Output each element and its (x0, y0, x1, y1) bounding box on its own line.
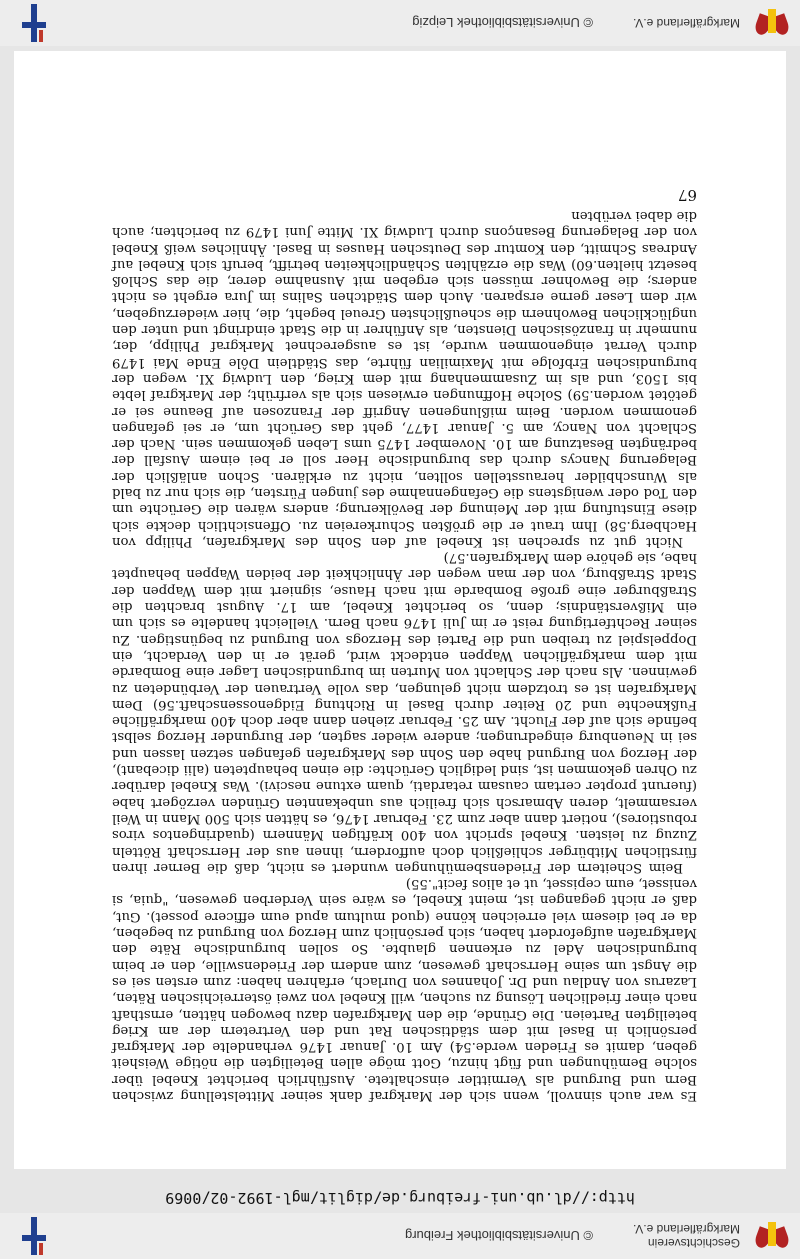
society-name-line2: Markgräflerland e.V. (633, 1222, 740, 1236)
paragraph: Es war auch sinnvoll, wenn sich der Markgraf dank seiner Mittelstellung zwischen Bern und Burgund als Vermittler einschaltete. Ausführlich berichtet Knebel über solche Bemühungen und fügt hinzu, Gott möge allen Beteiligten die nötige Weisheit geben, damit es Frieden werde.54) Am 10. Januar 1476 verhandelte der Markgraf persönlich in Basel mit dem städtischen Rat und den Vertretern der am Krieg beteiligten Parteien. Die Gründe, die den Markgrafen dazu bewogen hätten, ernsthaft nach einer friedlichen Lösung zu suchen, will Knebel von zwei österreichischen Räten, Lazarus von Andlau und Dr. Johannes von Durlach, erfahren haben: zum ersten sei es die Angst um seine Herrschaft gewesen, zum andern der Friedenswille, den er beim burgundischen Adel zu erkennen glaubte. So sollen burgundische Räte den Markgrafen aufgefordert haben, sich persönlich zum Herzog von Burgund zu begeben, da er bei diesem viel erreichen könne (quod multum apud eum efficere posset). Gut, daß er nicht gegangen ist, meint Knebel, es wäre sein Verderben gewesen, "quia, si venisset, eum cepisset, ut et alios fecit".55) (112, 876, 697, 1103)
society-logo-icon (754, 5, 790, 41)
header-bar (0, 0, 800, 46)
ghost-library-copyright: © Universitätsbibliothek Leipzig (412, 15, 594, 31)
society-name-line1: Geschichtsverein (647, 1236, 740, 1250)
paragraph: Nicht gut zu sprechen ist Knebel auf den Sohn des Markgrafen, Philipp von Hachberg.58) Ihm traut er die größten Schurkereien zu. Offensichtlich deckte sich diese Einstufung mit der Meinung der Bevölkerung; anders wären die Gerüchte um den Tod oder wenigstens die Gefangennahme des jungen Fürsten, die sich nur zu bald als Wunschbilder herausstellen sollten, nicht zu erklären. Schon anläßlich der Belagerung Nancys durch das burgundische Heer soll er bei einem Ausfall der bedrängten Besatzung am 10. November 1475 ums Leben gekommen sein. Nach der Schlacht von Nancy, am 5. Januar 1477, geht das Gerücht um, er sei gefangen genommen worden. Beim mißlungenen Angriff der Franzosen auf Beaune sei er getötet worden.59) Solche Hoffnungen erwiesen sich als verfrüht; der Markgraf lebte bis 1503, und als im Zusammenhang mit dem Krieg, den Ludwig XI. wegen der burgundischen Erbfolge mit Maximilian führte, das Städtlein Dôle Ende Mai 1479 durch Verrat eingenommen wurde, ist es ausgerechnet Markgraf Philipp, der, nunmehr in französischen Diensten, als Anführer in die Stadt eindringt und unter den unglücklichen Bewohnern die scheußlichsten Greuel begeht, die, hier wiederzugeben, wir dem Leser gerne ersparen. Auch dem Städtchen Salins im Jura ergeht es nicht anders; die Bewohner müssen sich ergeben mit Ausnahme derer, die das Schloß besetzt hielten.60) Was die erzählten Schändlichkeiten betrifft, beruft sich Knebel auf Andreas Schmitt, den Komtur des Deutschen Hauses in Basel. Ähnliches weiß Knebel von der Belagerung Besançons durch Ludwig XI. Mitte Juni 1479 zu berichten; auch die dabei verübten (112, 207, 697, 549)
society-name (633, 1222, 740, 1250)
ghost-society-name: Markgräflerland e.V. (633, 16, 740, 30)
page-body (112, 207, 697, 1103)
paragraph: Beim Scheitern der Friedensbemühungen wundert es nicht, daß die Berner ihren fürstlichen Mitbürger schließlich doch auffordern, ihnen aus der Herrschaft Rötteln Zuzug zu leisten. Knebel spricht von 400 kräftigen Männern (quadringentos viros robustiores), notiert dann aber zum 23. Februar 1476, es hätten sich 500 Mann in Weil versammelt, deren Abmarsch sich freilich aus unbekannten Gründen verzögert habe (fuerunt propter certam causam retardati, quam extune nescivi). Was Knebel darüber zu Ohren gekommen ist, sind lediglich Gerüchte: die einen behaupteten (alii dicebant), der Herzog von Burgund habe den Sohn des Markgrafen gefangen setzen lassen und sei in Neuenburg eingedrungen; andere wieder sagten, der Burgunder Herzog selbst befinde sich auf der Flucht. Am 25. Februar ziehen dann aber doch 400 markgräfliche Fußknechte und 20 Reiter durch Basel in Richtung Eidgenossenschaft.56) Dem Markgrafen ist es trotzdem nicht gelungen, das volle Vertrauen der Verbündeten zu gewinnen. Als nach der Schlacht von Murten im burgundischen Lager eine Bombarde mit dem markgräflichen Wappen entdeckt wird, gerät er in den Verdacht, ein Doppelspiel zu treiben und die Partei des Herzogs von Burgund zu begünstigen. Zu seiner Rechtfertigung reist er im Juli 1476 nach Bern. Vielleicht handelte es sich um ein Mißverständnis; denn, so berichtet Knebel, am 17. August brachten die Straßburger eine große Bombarde mit nach Hause, signiert mit dem Wappen der Stadt Straßburg, von der man wegen der Ähnlichkeit der beiden Wappen behauptet habe, sie gehöre dem Markgrafen.57) (112, 550, 697, 875)
library-logo-icon (22, 4, 46, 42)
society-logo-icon (754, 1218, 790, 1254)
footer-bar (0, 1213, 800, 1259)
page-number: 67 (677, 186, 697, 204)
document-url[interactable]: http://dl.ub.uni-freiburg.de/diglit/mgl-1992-02/0069 (165, 1189, 635, 1207)
library-logo-icon (22, 1217, 46, 1255)
library-copyright: © Universitätsbibliothek Freiburg (405, 1228, 594, 1244)
